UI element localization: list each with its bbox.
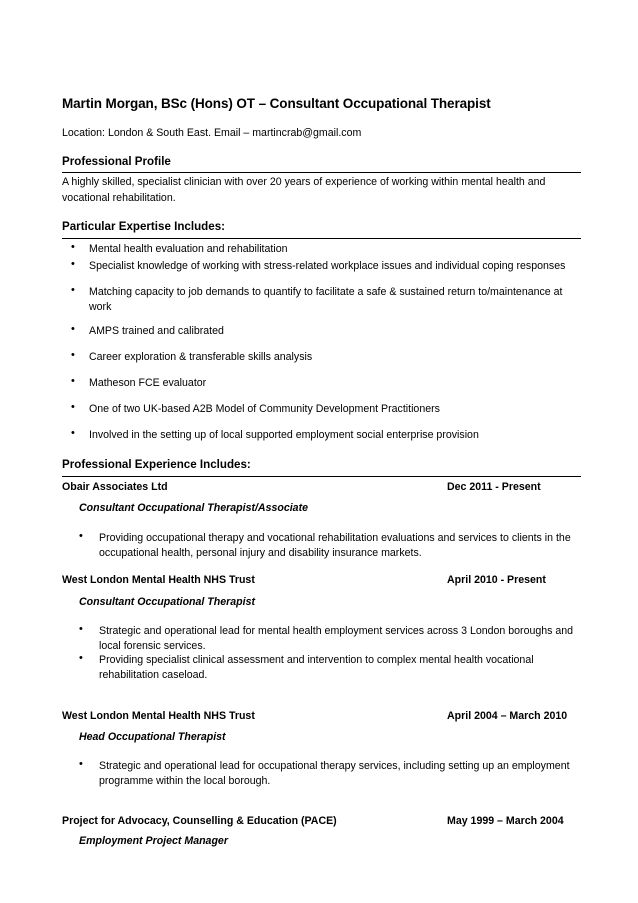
bullet-icon: • [71, 284, 75, 296]
employer-name: Project for Advocacy, Counselling & Education (PACE) [62, 815, 337, 827]
list-item-text: Strategic and operational lead for occupational therapy services, including setting up an employment programme within the local borough. [99, 760, 570, 787]
bullet-icon: • [71, 241, 75, 253]
bullet-icon: • [71, 323, 75, 335]
contact-line: Location: London & South East. Email – martincrab@gmail.com [62, 127, 362, 139]
document-title: Martin Morgan, BSc (Hons) OT – Consultant Occupational Therapist [62, 96, 491, 111]
bullet-icon: • [71, 401, 75, 413]
list-item-text: Specialist knowledge of working with stress-related workplace issues and individual coping responses [89, 260, 566, 272]
job-role: Employment Project Manager [79, 835, 228, 847]
list-item-text: AMPS trained and calibrated [89, 325, 224, 337]
bullet-icon: • [71, 427, 75, 439]
employment-dates: Dec 2011 - Present [447, 481, 541, 493]
bullet-icon: • [79, 623, 83, 635]
experience-heading: Professional Experience Includes: [62, 458, 251, 471]
profile-text: A highly skilled, specialist clinician with over 20 years of experience of working within mental health and vocational rehabilitation. [62, 176, 546, 204]
employment-dates: April 2004 – March 2010 [447, 710, 568, 722]
job-role: Head Occupational Therapist [79, 731, 226, 743]
expertise-heading: Particular Expertise Includes: [62, 220, 226, 233]
list-item-text: Strategic and operational lead for mental health employment services across 3 London boroughs and local forensic services. [99, 625, 574, 652]
profile-heading: Professional Profile [62, 155, 171, 168]
employer-name: West London Mental Health NHS Trust [62, 710, 255, 722]
bullet-icon: • [79, 530, 83, 542]
list-item-text: Mental health evaluation and rehabilitation [89, 243, 288, 255]
employment-dates: May 1999 – March 2004 [447, 815, 564, 827]
bullet-icon: • [71, 258, 75, 270]
job-role: Consultant Occupational Therapist/Associate [79, 502, 308, 514]
list-item-text: Matching capacity to job demands to quantify to facilitate a safe & sustained return to/maintenance at work [89, 286, 563, 313]
list-item-text: Career exploration & transferable skills analysis [89, 351, 313, 363]
bullet-icon: • [71, 375, 75, 387]
section-divider [62, 238, 581, 239]
list-item-text: Involved in the setting up of local supported employment social enterprise provision [89, 429, 479, 441]
employer-name: Obair Associates Ltd [62, 481, 168, 493]
bullet-icon: • [79, 652, 83, 664]
list-item-text: Providing occupational therapy and vocational rehabilitation evaluations and services to clients in the occupational health, personal injury and disability insurance markets. [99, 532, 571, 559]
section-divider [62, 476, 581, 477]
employer-name: West London Mental Health NHS Trust [62, 574, 255, 586]
list-item-text: One of two UK-based A2B Model of Community Development Practitioners [89, 403, 440, 415]
bullet-icon: • [71, 349, 75, 361]
job-role: Consultant Occupational Therapist [79, 596, 255, 608]
list-item-text: Providing specialist clinical assessment and intervention to complex mental health vocational rehabilitation caseload. [99, 654, 534, 681]
section-divider [62, 172, 581, 173]
bullet-icon: • [79, 758, 83, 770]
list-item-text: Matheson FCE evaluator [89, 377, 207, 389]
employment-dates: April 2010 - Present [447, 574, 546, 586]
